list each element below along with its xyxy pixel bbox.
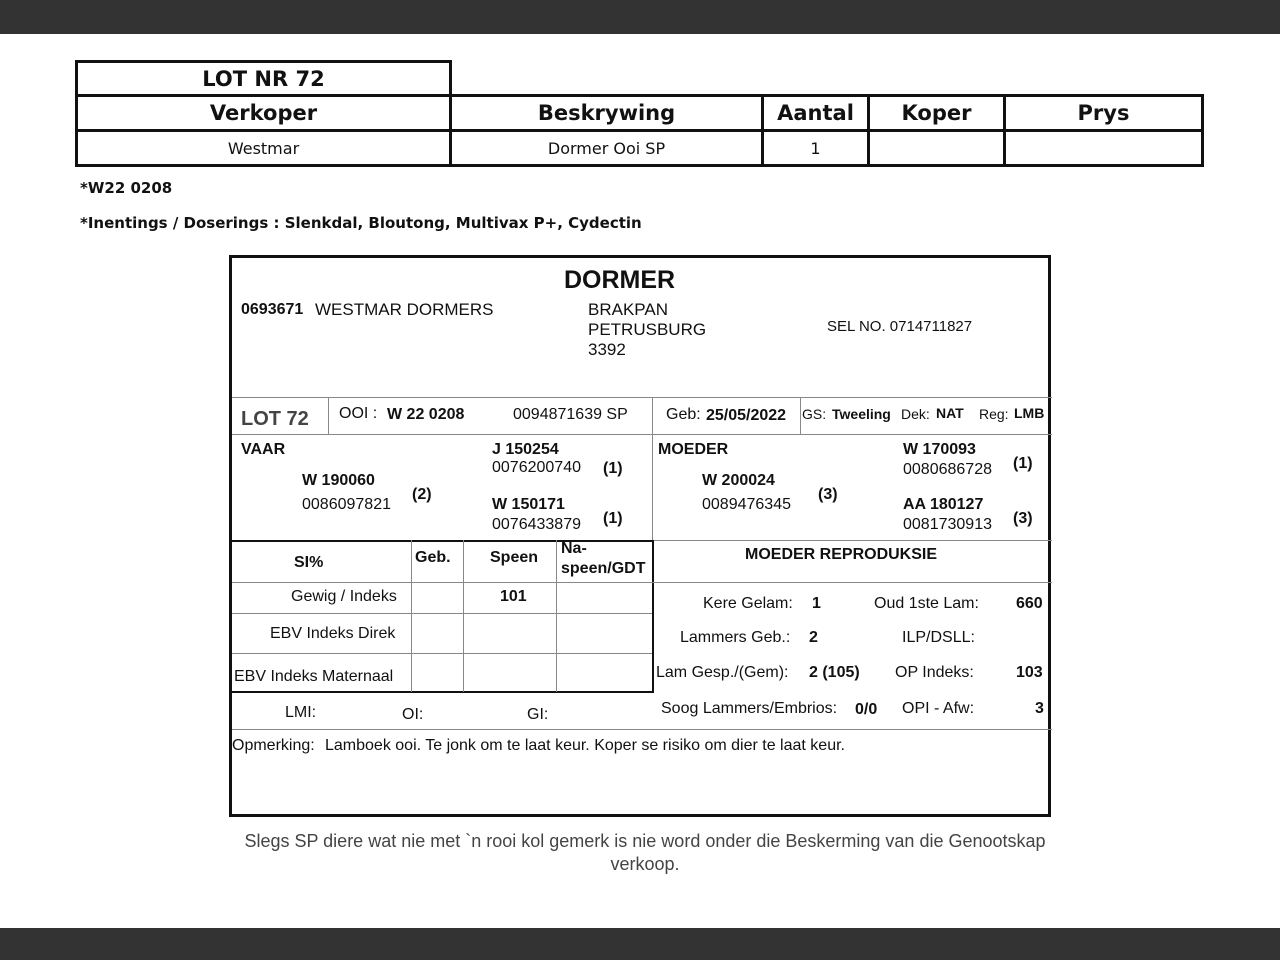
ilp-label: ILP/DSLL:: [902, 629, 975, 646]
gs-value: Tweeling: [832, 406, 891, 422]
cell-beskrywing: [449, 129, 764, 167]
dam-id: W 200024: [702, 472, 775, 489]
dam-label: MOEDER: [658, 441, 729, 458]
col-aantal-text: Aantal: [777, 101, 854, 125]
remark-label: Opmerking:: [232, 737, 315, 754]
dam-sire-id: W 170093: [903, 441, 976, 458]
top-bar: [0, 0, 1280, 34]
sire-sire-code: (1): [603, 460, 623, 477]
oi-label: OI:: [402, 706, 424, 723]
dam-number: 0089476345: [702, 496, 791, 513]
dam-code: (3): [818, 486, 838, 503]
dam-dam-number: 0081730913: [903, 516, 992, 533]
si-row-speen: 101: [500, 588, 527, 605]
ooi-registration: 0094871639 SP: [513, 406, 628, 423]
sire-id: W 190060: [302, 472, 375, 489]
dam-dam-code: (3): [1013, 510, 1033, 527]
footer-disclaimer: Slegs SP diere wat nie met `n rooi kol gemerk is nie word onder die Beskerming van die Genootskap verkoop.: [244, 831, 1046, 874]
breeder-number: 0693671: [241, 301, 304, 318]
ooi-id: W 22 0208: [387, 406, 465, 423]
col-prys: [1003, 94, 1204, 132]
col-prys-text: Prys: [1077, 101, 1130, 125]
sire-sire-id: J 150254: [492, 441, 559, 458]
cell-verkoper: [75, 129, 452, 167]
col-beskrywing: [449, 94, 764, 132]
col-verkoper-text: Verkoper: [209, 101, 318, 125]
kere-gelam-value: 1: [812, 595, 821, 612]
oud-label: Oud 1ste Lam:: [874, 595, 979, 612]
sel-number: SEL NO. 0714711827: [827, 318, 973, 335]
naspeen-header-1: Na-: [561, 540, 587, 557]
opi-value: 3: [1035, 700, 1044, 717]
birth-label: Geb:: [666, 406, 701, 423]
opi-label: OPI - Afw:: [902, 700, 975, 717]
dek-value: NAT: [936, 405, 964, 421]
reg-value: LMB: [1014, 405, 1045, 421]
dek-label: Dek:: [901, 406, 930, 422]
si-header: SI%: [294, 554, 324, 571]
oud-value: 660: [1016, 595, 1043, 612]
bottom-bar: [0, 928, 1280, 960]
dam-sire-number: 0080686728: [903, 461, 992, 478]
lot-header-text: LOT NR 72: [202, 66, 325, 91]
cell-verkoper-text: Westmar: [227, 138, 300, 158]
geb-header: Geb.: [415, 549, 451, 566]
cell-koper: [867, 129, 1006, 167]
sire-sire-number: 0076200740: [492, 459, 581, 476]
si-row-label: Gewig / Indeks: [291, 588, 397, 605]
birth-date: 25/05/2022: [706, 407, 787, 424]
naspeen-header-2: speen/GDT: [561, 560, 646, 577]
sire-dam-number: 0076433879: [492, 516, 581, 533]
lmi-label: LMI:: [285, 704, 317, 721]
sire-dam-id: W 150171: [492, 496, 565, 513]
kere-gelam-label: Kere Gelam:: [703, 595, 793, 612]
lam-gesp-label: Lam Gesp./(Gem):: [656, 664, 789, 681]
cell-aantal: [761, 129, 870, 167]
lammers-value: 2: [809, 629, 818, 646]
breeder-name: WESTMAR DORMERS: [315, 300, 494, 319]
ooi-label: OOI :: [339, 405, 378, 422]
breed-title: DORMER: [564, 266, 676, 294]
si-row-label: EBV Indeks Maternaal: [234, 668, 394, 685]
si-row-label: EBV Indeks Direk: [270, 625, 396, 642]
dam-dam-id: AA 180127: [903, 496, 984, 513]
col-beskrywing-text: Beskrywing: [537, 101, 676, 125]
address-line-2: PETRUSBURG: [588, 320, 707, 339]
lam-gesp-value: 2 (105): [809, 664, 860, 681]
remark-text: Lamboek ooi. Te jonk om te laat keur. Koper se risiko om dier te laat keur.: [325, 737, 845, 754]
pedigree-certificate: [229, 255, 1051, 817]
lot-header: [75, 60, 452, 97]
col-aantal: [761, 94, 870, 132]
reg-label: Reg:: [979, 406, 1009, 422]
cell-beskrywing-text: Dormer Ooi SP: [547, 138, 666, 158]
col-verkoper: [75, 94, 452, 132]
sire-label: VAAR: [241, 441, 286, 458]
soog-value: 0/0: [855, 701, 878, 718]
address-line-1: BRAKPAN: [588, 300, 668, 319]
address-line-3: 3392: [588, 340, 626, 359]
dam-sire-code: (1): [1013, 455, 1033, 472]
col-koper-text: Koper: [901, 101, 972, 125]
speen-header: Speen: [490, 549, 539, 566]
lot-label: LOT 72: [241, 408, 309, 430]
cell-prys: [1003, 129, 1204, 167]
soog-label: Soog Lammers/Embrios:: [661, 700, 838, 717]
gi-label: GI:: [527, 706, 549, 723]
tag-note: *W22 0208: [80, 179, 173, 197]
sire-code: (2): [412, 486, 432, 503]
reproduction-title: MOEDER REPRODUKSIE: [745, 546, 938, 563]
op-value: 103: [1016, 664, 1043, 681]
col-koper: [867, 94, 1006, 132]
vaccination-note: *Inentings / Doserings : Slenkdal, Bloutong, Multivax P+, Cydectin: [80, 214, 642, 232]
lammers-label: Lammers Geb.:: [680, 629, 791, 646]
cell-aantal-text: 1: [810, 138, 821, 158]
op-label: OP Indeks:: [895, 664, 974, 681]
sire-dam-code: (1): [603, 510, 623, 527]
gs-label: GS:: [802, 406, 827, 422]
sire-number: 0086097821: [302, 496, 391, 513]
